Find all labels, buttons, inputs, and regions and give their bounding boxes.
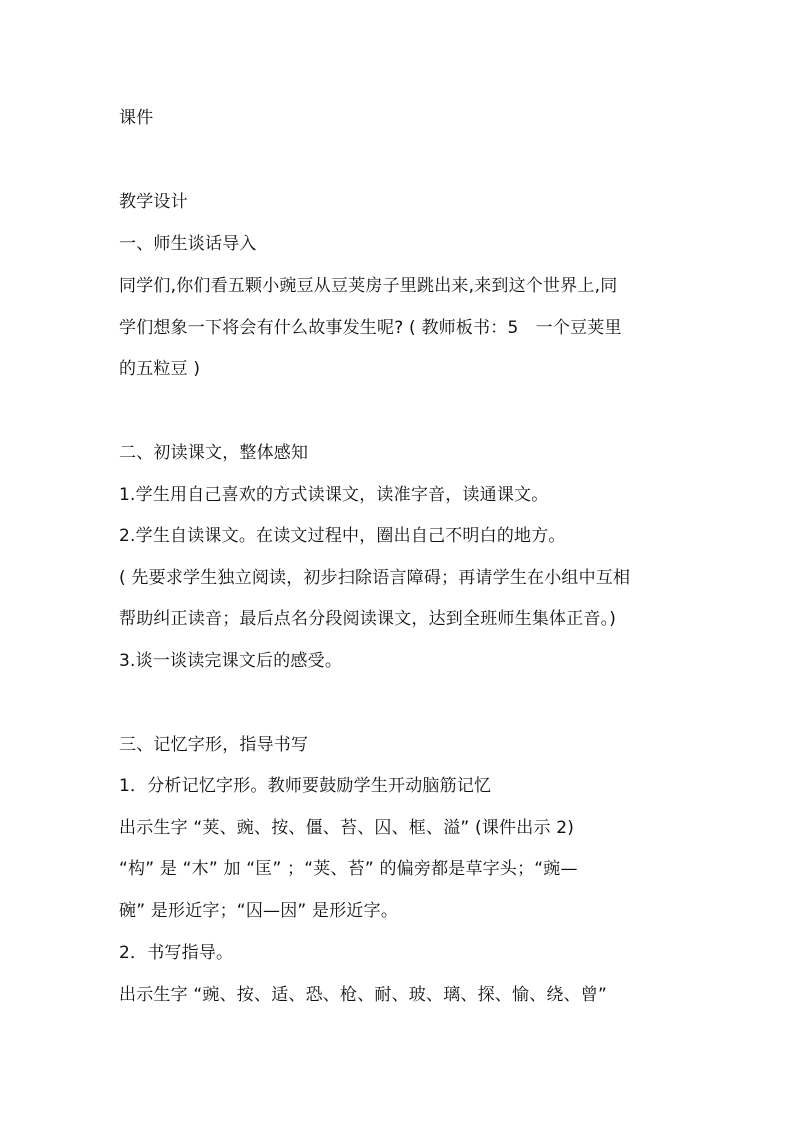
list-item: 2.学生自读课文。在读文过程中，圈出自己不明白的地方。	[119, 526, 566, 546]
paragraph-line: 的五粒豆 )	[119, 359, 201, 379]
paragraph-line: 帮助纠正读音；最后点名分段阅读课文，达到全班师生集体正音。)	[119, 609, 617, 629]
paragraph-line: 学们想象一下将会有什么故事发生呢? ( 教师板书：5 一个豆荚里	[119, 318, 622, 338]
paragraph-line: 同学们,你们看五颗小豌豆从豆荚房子里跳出来,来到这个世界上,同	[119, 276, 618, 296]
list-item: 2．书写指导。	[119, 943, 234, 963]
paragraph-line: “构” 是 “木” 加 “匡” ；“荚、苔” 的偏旁都是草字头；“豌—	[119, 859, 578, 879]
list-item: 1.学生用自己喜欢的方式读课文，读准字音，读通课文。	[119, 485, 549, 505]
section-heading-2: 二、初读课文，整体感知	[119, 443, 309, 463]
paragraph-line: 出示生字 “荚、豌、按、僵、苔、囚、框、溢” (课件出示 2)	[119, 818, 575, 838]
list-item: 1．分析记忆字形。教师要鼓励学生开动脑筋记忆	[119, 776, 492, 796]
heading-teaching-design: 教学设计	[119, 192, 188, 212]
section-heading-1: 一、师生谈话导入	[119, 234, 257, 254]
list-item: 3.谈一谈读完课文后的感受。	[119, 651, 343, 671]
section-heading-3: 三、记忆字形，指导书写	[119, 735, 309, 755]
paragraph-line: 出示生字 “豌、按、适、恐、枪、耐、玻、璃、探、愉、绕、曾”	[119, 985, 608, 1005]
heading-courseware: 课件	[119, 108, 154, 128]
paragraph-line: 碗” 是形近字；“囚—因” 是形近字。	[119, 901, 399, 921]
paragraph-line: ( 先要求学生独立阅读，初步扫除语言障碍；再请学生在小组中互相	[119, 568, 631, 588]
